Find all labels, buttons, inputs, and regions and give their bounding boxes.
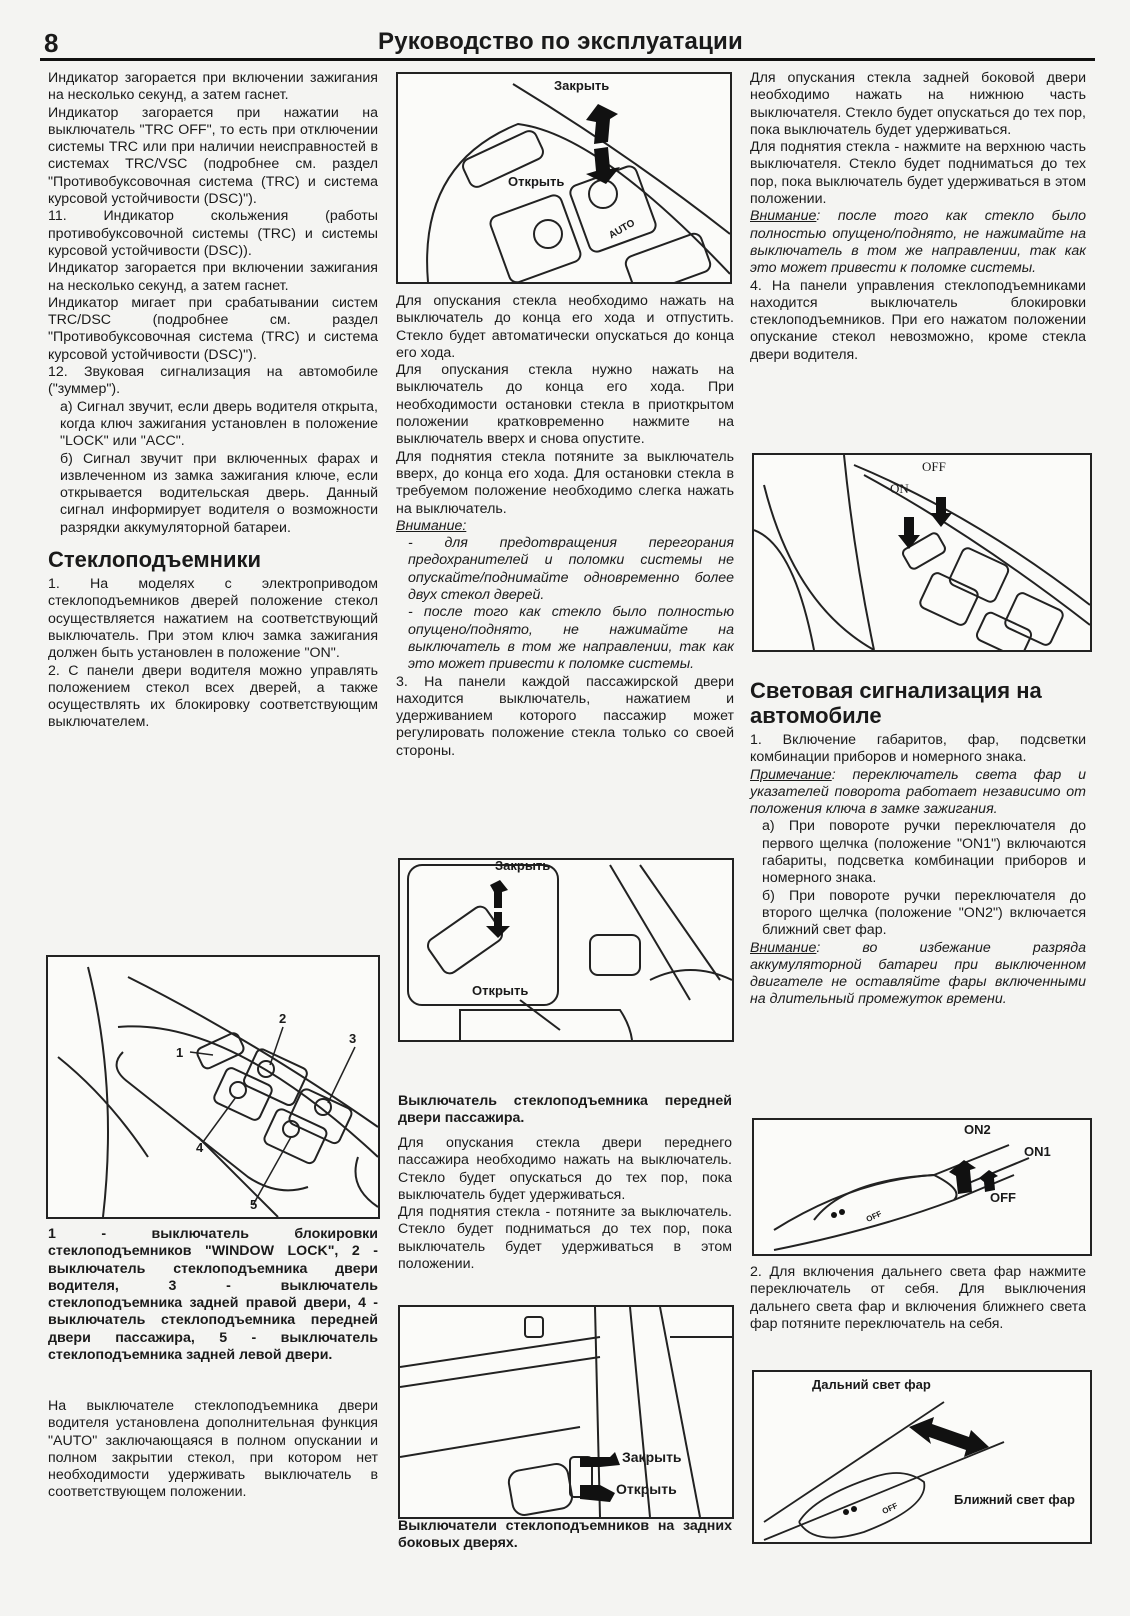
open-label: Открыть	[616, 1481, 677, 1497]
column-1	[48, 70, 378, 732]
page-header	[40, 26, 1095, 61]
figure-caption: Выключатель стеклоподъемника передней двери пассажира.	[398, 1093, 732, 1127]
paragraph: 12. Звуковая сигнализация на автомобиле ("зуммер").	[48, 364, 378, 398]
list-item: а) При повороте ручки переключателя до первого щелчка (положение "ON1") включаются габариты, подсветка комбинации приборов и номерного знака.	[762, 818, 1086, 887]
auto-label: AUTO	[607, 217, 638, 242]
callout-label: 5	[250, 1197, 258, 1212]
paragraph: Индикатор загорается при включении зажигания на несколько секунд, а затем гаснет.	[48, 260, 378, 294]
stalk-off-label: OFF	[864, 1209, 884, 1224]
warning-label: Внимание:	[396, 517, 467, 534]
light-stalk-illustration	[754, 1120, 1090, 1254]
paragraph: 1. Включение габаритов, фар, подсветки комбинации приборов и номерного знака.	[750, 732, 1086, 766]
column-3-lower	[750, 678, 1086, 1009]
figure-auto-switch	[396, 72, 732, 284]
figure-caption: 1 - выключатель блокировки стеклоподъемников "WINDOW LOCK", 2 - выключатель стеклоподъемника двери водителя, 3 - выключатель стеклоподъемника задней правой двери, 4 - выключатель стеклоподъемника передней двери пассажира, 5 - выключатель стеклоподъемника задней левой двери.	[48, 1226, 378, 1364]
low-beam-label: Ближний свет фар	[954, 1492, 1075, 1507]
on1-label: ON1	[1024, 1144, 1051, 1159]
warning-item: - после того как стекло было полностью опущено/поднято, не нажимайте на выключатель в том же направлении, так как это может привести к поломке системы.	[408, 604, 734, 673]
paragraph: 11. Индикатор скольжения (работы противобуксовочной системы (TRC) и системы курсовой устойчивости (DSC)).	[48, 208, 378, 259]
paragraph: Для поднятия стекла - потяните за выключатель. Стекло будет подниматься до тех пор, пока выключатель будет удерживаться в этом положении.	[398, 1204, 732, 1273]
callout-label: 4	[196, 1140, 204, 1155]
paragraph: Для опускания стекла двери переднего пассажира необходимо нажать на выключатель. Стекло будет опускаться до тех пор, пока выключатель будет удерживаться.	[398, 1135, 732, 1203]
paragraph: 3. На панели каждой пассажирской двери находится выключатель, нажатием и удерживанием которого пассажир может регулировать положение стекла только со своей стороны.	[396, 673, 734, 759]
warning-item: - для предотвращения перегорания предохранителей и поломки системы не опускайте/поднимайте одновременно более двух стекол дверей.	[408, 535, 734, 604]
page-title: Руководство по эксплуатации	[378, 28, 743, 55]
page-number: 8	[44, 28, 59, 58]
open-label: Открыть	[508, 174, 565, 189]
close-label: Закрыть	[622, 1449, 682, 1465]
paragraph: Для опускания стекла необходимо нажать на выключатель до конца его хода и отпустить. Стекло будет автоматически опускаться до конца его хода.	[396, 293, 734, 361]
list-item: б) При повороте ручки переключателя до второго щелчка (положение "ON2") включается ближний свет фар.	[762, 887, 1086, 939]
switch-panel-illustration	[48, 957, 378, 1217]
on-label: ON	[890, 481, 909, 496]
figure-light-switch-positions	[752, 1118, 1092, 1256]
section-heading-lighting: Световая сигнализация на автомобиле	[750, 678, 1042, 728]
on2-label: ON2	[964, 1122, 991, 1137]
column-3	[750, 70, 1086, 364]
warning-text: : после того как стекло было полностью опущено/поднято, не нажимайте на выключатель в том же направлении, так как это может привести к поломке системы.	[750, 208, 1086, 277]
paragraph: Для поднятия стекла потяните за выключатель вверх, до конца его хода. Для остановки стекла в требуемом положение необходимо слегка нажать на выключатель.	[396, 448, 734, 517]
open-label: Открыть	[472, 983, 529, 998]
warning-text: : во избежание разряда аккумуляторной батареи при выключенном двигателе не оставляйте фары включенными на длительный промежуток времени.	[750, 939, 1086, 1008]
warning-label: Внимание	[750, 208, 817, 225]
paragraph: Для опускания стекла нужно нажать на выключатель до конца его хода. При необходимости остановки стекла в приоткрытом положении кратковременно нажмите на выключатель вверх и снова опустите.	[396, 362, 734, 448]
rear-door-illustration	[400, 1307, 732, 1517]
paragraph: 1. На моделях с электроприводом стеклоподъемников дверей положение стекол осуществляется нажатием на соответствующий выключатель. При этом ключ замка зажигания должен быть установлен в положение "ON".	[48, 576, 378, 662]
figure-caption: Выключатели стеклоподъемников на задних боковых дверях.	[398, 1518, 732, 1552]
paragraph: Индикатор загорается при нажатии на выключатель "TRC OFF", то есть при отключении системы TRC или при наличии неисправностей в системах TRC/VSC (подробнее см. раздел "Противобуксовочная система (TRC) и система курсовой устойчивости (DSC)").	[48, 104, 378, 208]
callout-label: 2	[279, 1011, 287, 1026]
section-heading-window-lifters: Стеклоподъемники	[48, 547, 262, 573]
figure-rear-door-switch	[398, 1305, 734, 1519]
paragraph: Индикатор загорается при включении зажигания на несколько секунд, а затем гаснет.	[48, 70, 378, 104]
paragraph: 2. Для включения дальнего света фар нажмите переключатель от себя. Для выключения дальнего света фар и включения ближнего света фар потяните переключатель на себя.	[750, 1264, 1086, 1332]
note-text: : переключатель света фар и указателей поворота работает независимо от положения ключа в замке зажигания.	[750, 766, 1086, 818]
paragraph: 4. На панели управления стеклоподъемниками находится выключатель блокировки стеклоподъемников. При его нажатом положении опускание стекол невозможно, кроме стекла двери водителя.	[750, 277, 1086, 363]
callout-label: 3	[349, 1031, 357, 1046]
paragraph: 2. С панели двери водителя можно управлять положением стекол всех дверей, а также осуществлять их блокировку соответствующим выключателем.	[48, 662, 378, 731]
warning-label: Внимание	[750, 939, 817, 956]
paragraph: На выключателе стеклоподъемника двери водителя установлена дополнительная функция "AUTO" заключающаяся в полном опускании и полном закрытии стекол, при котором нет необходимости удерживать выключатель в соответствующем положении.	[48, 1398, 378, 1501]
close-label: Закрыть	[554, 78, 610, 93]
figure-window-lock-switch	[752, 453, 1092, 652]
off-label: OFF	[990, 1190, 1016, 1205]
off-label: OFF	[922, 459, 946, 474]
close-label: Закрыть	[495, 858, 551, 873]
paragraph: Для поднятия стекла - нажмите на верхнюю часть выключателя. Стекло будет подниматься до тех пор, пока выключатель будет удерживаться в этом положении.	[750, 139, 1086, 208]
column-2-lower	[398, 1135, 732, 1273]
paragraph: Индикатор мигает при срабатывании систем TRC/DSC (подробнее см. раздел "Противобуксовочная система (TRC) и система курсовой устойчивости (DSC)").	[48, 294, 378, 363]
figure-passenger-switch	[398, 858, 734, 1042]
figure-driver-switch-panel	[46, 955, 380, 1219]
list-item: б) Сигнал звучит при включенных фарах и извлеченном из замка зажигания ключе, если открывается водительская дверь. Данный сигнал информирует водителя о возможности разрядки аккумуляторной батареи.	[60, 450, 378, 536]
high-beam-label: Дальний свет фар	[812, 1377, 931, 1392]
stalk-off-label: OFF	[880, 1501, 900, 1516]
figure-beam-switch	[752, 1370, 1092, 1544]
column-2	[396, 293, 734, 760]
paragraph: Для опускания стекла задней боковой двери необходимо нажать на нижнюю часть выключателя. Стекло будет опускаться до тех пор, пока выключатель будет удерживаться.	[750, 70, 1086, 138]
passenger-door-illustration	[400, 860, 732, 1040]
beam-stalk-illustration	[754, 1372, 1090, 1542]
callout-label: 1	[176, 1045, 184, 1060]
window-lock-illustration	[754, 455, 1090, 650]
list-item: а) Сигнал звучит, если дверь водителя открыта, когда ключ зажигания установлен в положение "LOCK" или "ACC".	[60, 398, 378, 450]
note-label: Примечание	[750, 766, 832, 783]
